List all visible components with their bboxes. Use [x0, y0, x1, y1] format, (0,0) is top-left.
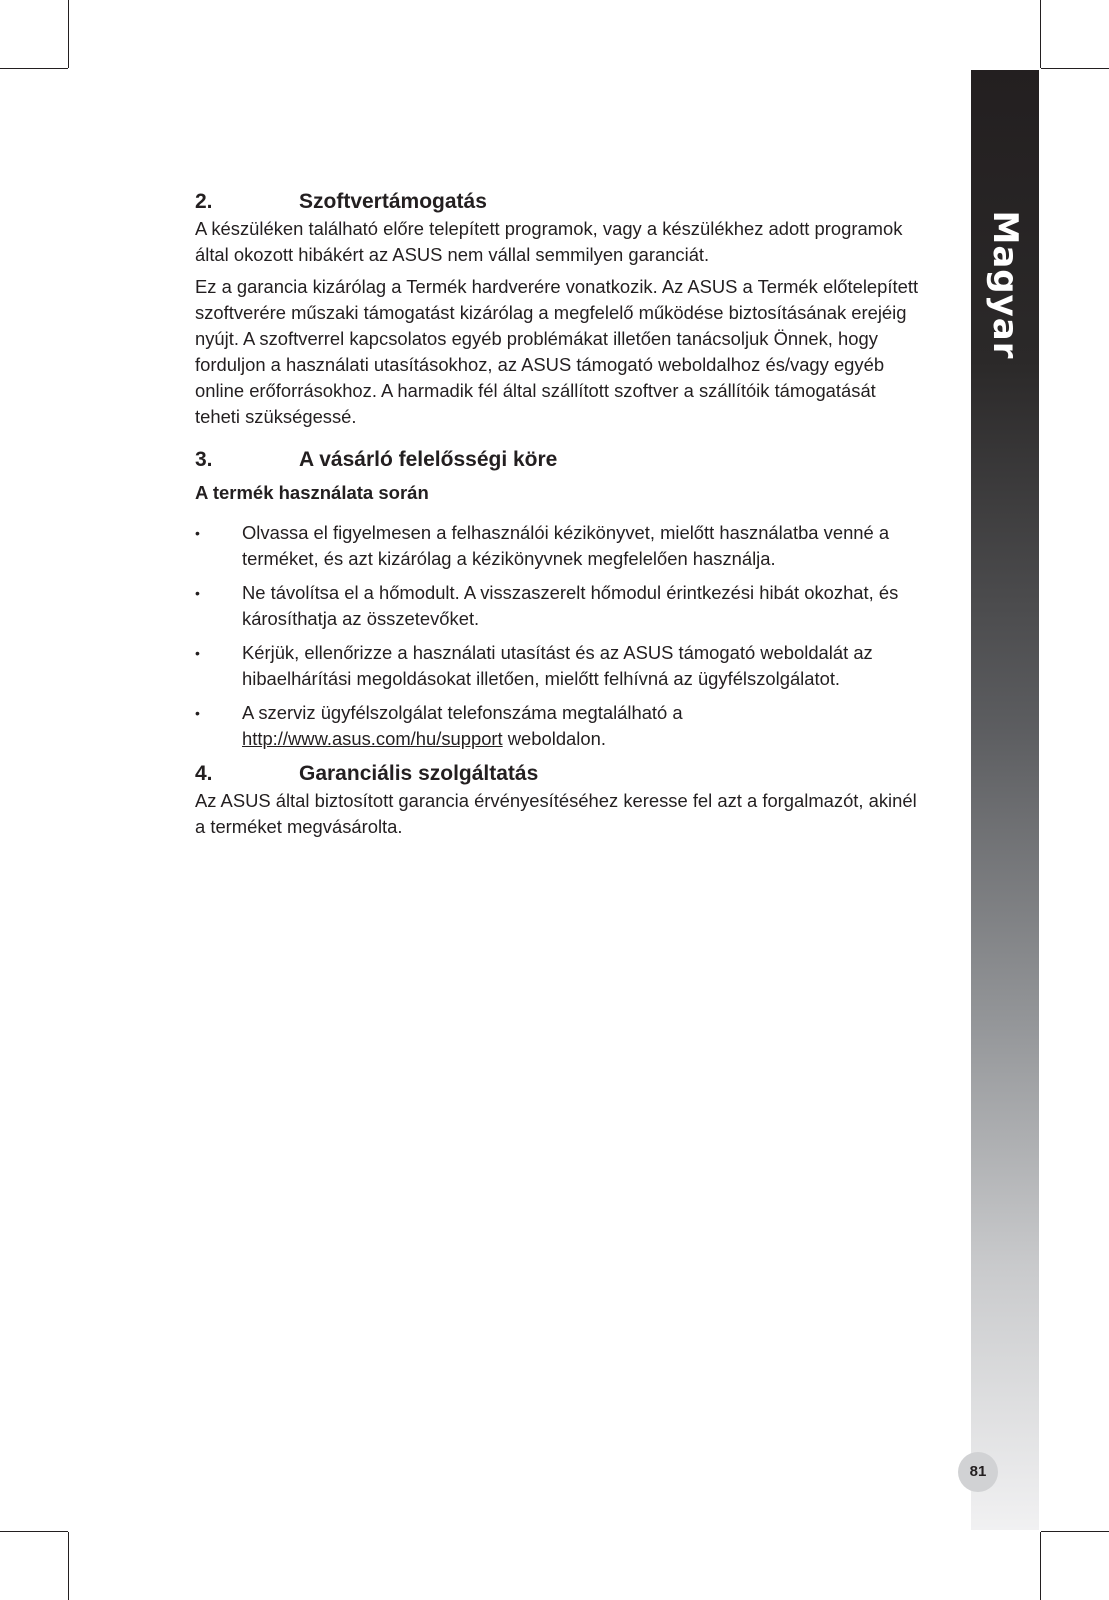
crop-mark — [0, 1531, 68, 1532]
section-title: Garanciális szolgáltatás — [299, 762, 539, 785]
crop-mark — [1041, 68, 1109, 69]
page-number: 81 — [958, 1452, 998, 1492]
bullet-icon: • — [195, 645, 200, 661]
section-number: 4. — [195, 762, 213, 785]
list-item-text: Kérjük, ellenőrizze a használati utasítást és az ASUS támogató weboldalát az hibaelhárítási megoldásokat illetően, mielőtt felhívná az ügyfélszolgálatot. — [242, 642, 873, 689]
crop-mark — [1040, 1532, 1041, 1600]
section-heading — [195, 188, 920, 216]
list-item-text: Olvassa el figyelmesen a felhasználói kézikönyvet, mielőtt használatba venné a terméket, és azt kizárólag a kézikönyvnek megfelelően használja. — [242, 522, 890, 569]
page-content — [195, 188, 920, 846]
crop-mark — [68, 1532, 69, 1600]
section-number: 2. — [195, 190, 213, 213]
list-item-text: A szerviz ügyfélszolgálat telefonszáma megtalálható a — [242, 702, 683, 723]
list-item-text: weboldalon. — [502, 728, 606, 749]
bullet-icon: • — [195, 525, 200, 541]
subsection-title: A termék használata során — [195, 482, 429, 503]
section-title: Szoftvertámogatás — [299, 190, 487, 213]
bullet-icon: • — [195, 585, 200, 601]
language-label: Magyar — [985, 210, 1025, 360]
section-heading — [195, 760, 920, 788]
support-link[interactable]: http://www.asus.com/hu/support — [242, 728, 503, 749]
bullet-list — [195, 520, 920, 752]
list-item — [195, 640, 920, 692]
paragraph: Ez a garancia kizárólag a Termék hardverére vonatkozik. Az ASUS a Termék előtelepített szoftverére műszaki támogatást kizárólag a megfelelő működése biztosításának erejéig nyújt. A szoftverrel kapcsolatos egyéb problémákat illetően tanácsoljuk Önnek, hogy forduljon a használati utasításokhoz, az ASUS támogató weboldalhoz és/vagy egyéb online erőforrásokhoz. A harmadik fél által szállított szoftver a szállítóik támogatását teheti szükségessé. — [195, 276, 919, 427]
section-heading — [195, 446, 920, 474]
section-title: A vásárló felelősségi köre — [299, 448, 558, 471]
list-item-text: Ne távolítsa el a hőmodult. A visszaszerelt hőmodul érintkezési hibát okozhat, és károsíthatja az összetevőket. — [242, 582, 899, 629]
list-item — [195, 580, 920, 632]
list-item — [195, 520, 920, 572]
crop-mark — [0, 68, 68, 69]
paragraph: Az ASUS által biztosított garancia érvényesítéséhez keresse fel azt a forgalmazót, akinél a terméket megvásárolta. — [195, 790, 917, 837]
section-number: 3. — [195, 448, 213, 471]
crop-mark — [1040, 0, 1041, 68]
paragraph: A készüléken található előre telepített programok, vagy a készülékhez adott programok által okozott hibákért az ASUS nem vállal semmilyen garanciát. — [195, 218, 903, 265]
bullet-icon: • — [195, 705, 200, 721]
crop-mark — [68, 0, 69, 68]
list-item — [195, 700, 920, 752]
crop-mark — [1041, 1531, 1109, 1532]
